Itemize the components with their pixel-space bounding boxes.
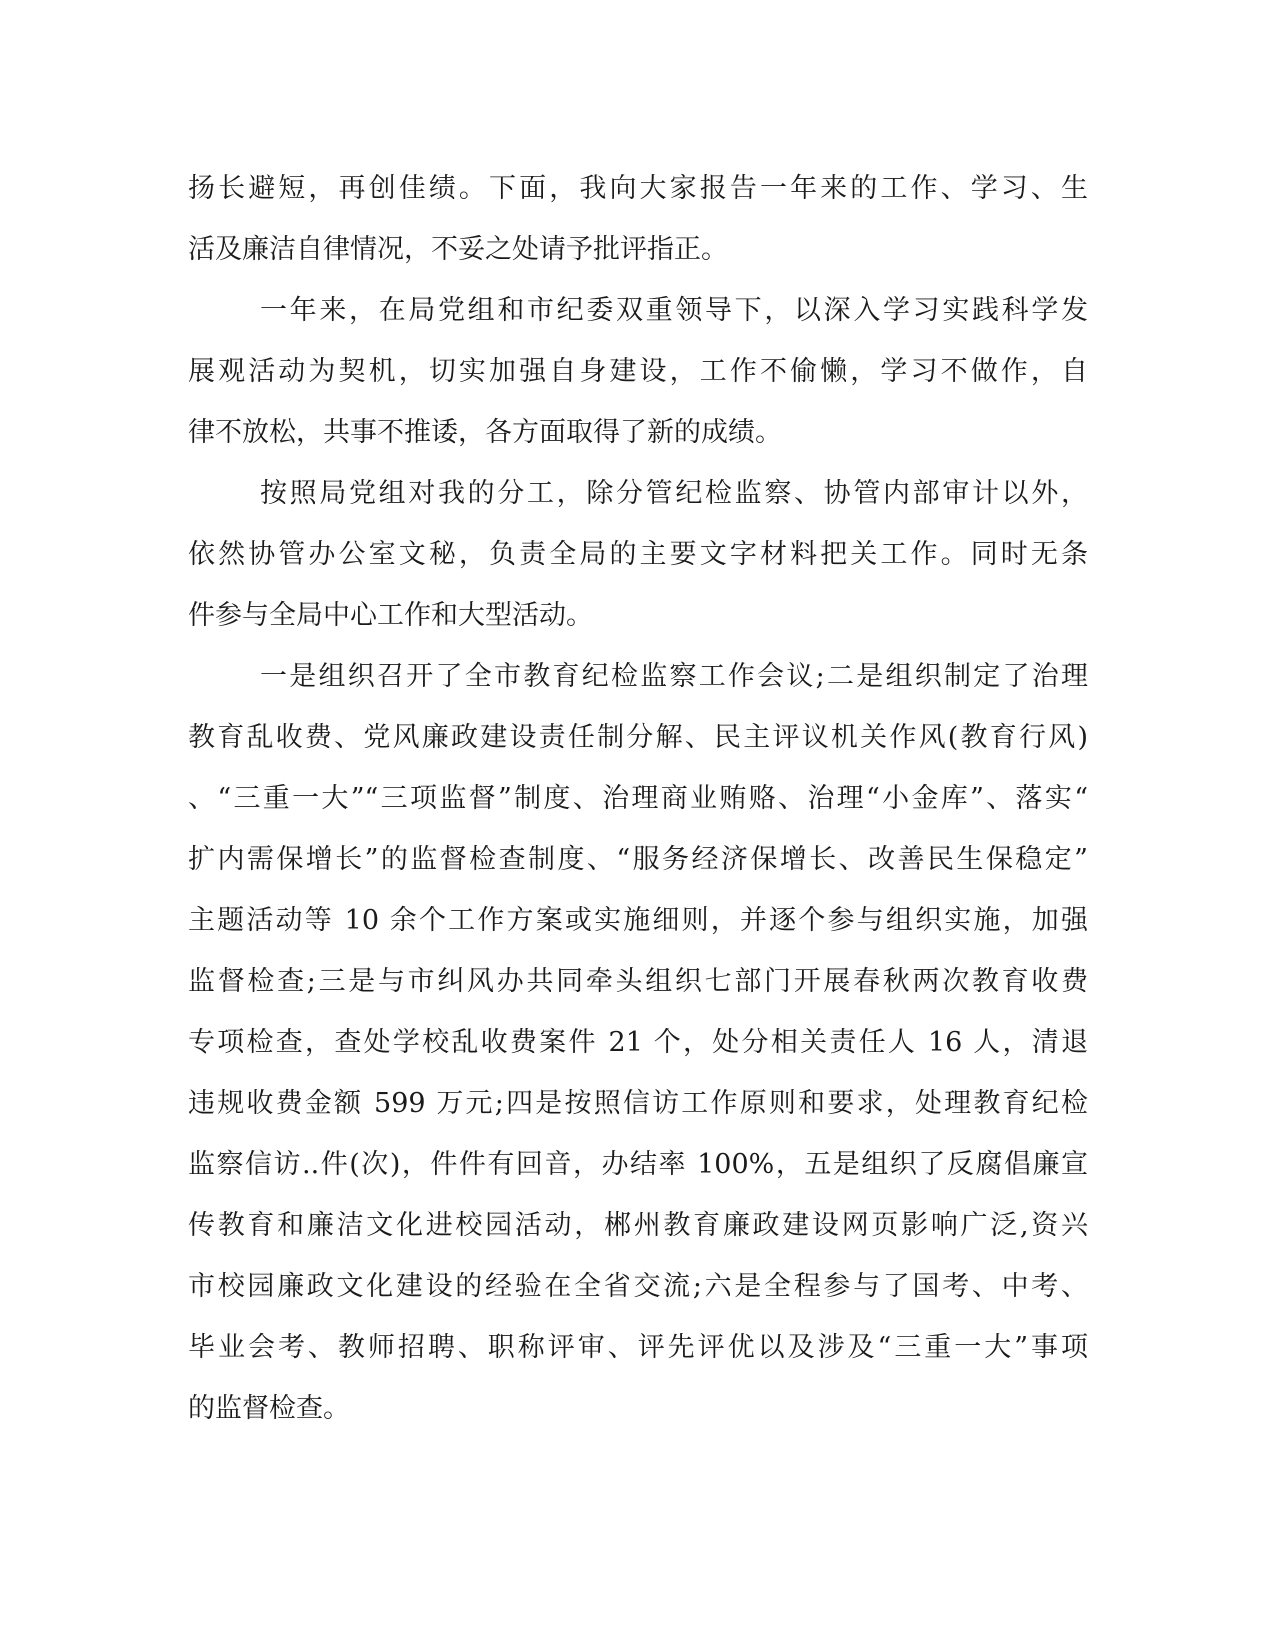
text-line: 律不放松，共事不推诿，各方面取得了新的成绩。 bbox=[188, 417, 782, 448]
text-line: 专项检查，查处学校乱收费案件 21 个，处分相关责任人 16 人，清退 bbox=[188, 1027, 1088, 1058]
text-line: 主题活动等 10 余个工作方案或实施细则，并逐个参与组织实施，加强 bbox=[188, 905, 1088, 936]
paragraph-4 bbox=[188, 646, 1088, 1439]
text-line: 展观活动为契机，切实加强自身建设，工作不偷懒，学习不做作，自 bbox=[188, 356, 1088, 387]
text-line: 扬长避短，再创佳绩。下面，我向大家报告一年来的工作、学习、生 bbox=[188, 173, 1088, 204]
text-line: 监察信访..件(次)，件件有回音，办结率 100%，五是组织了反腐倡廉宣 bbox=[188, 1149, 1088, 1180]
text-line: 的监督检查。 bbox=[188, 1393, 350, 1424]
text-line: 传教育和廉洁文化进校园活动，郴州教育廉政建设网页影响广泛,资兴 bbox=[188, 1210, 1088, 1241]
text-line: 活及廉洁自律情况，不妥之处请予批评指正。 bbox=[188, 234, 728, 265]
text-line: 、“三重一大”“三项监督”制度、治理商业贿赂、治理“小金库”、落实“ bbox=[188, 783, 1088, 814]
paragraph-3 bbox=[188, 463, 1088, 646]
text-line: 扩内需保增长”的监督检查制度、“服务经济保增长、改善民生保稳定” bbox=[188, 844, 1088, 875]
text-line: 市校园廉政文化建设的经验在全省交流;六是全程参与了国考、中考、 bbox=[188, 1271, 1088, 1302]
text-line: 教育乱收费、党风廉政建设责任制分解、民主评议机关作风(教育行风) bbox=[188, 722, 1088, 753]
text-line: 一是组织召开了全市教育纪检监察工作会议;二是组织制定了治理 bbox=[260, 661, 1088, 692]
document-body bbox=[188, 158, 1088, 1439]
paragraph-1 bbox=[188, 158, 1088, 280]
text-line: 按照局党组对我的分工，除分管纪检监察、协管内部审计以外， bbox=[260, 478, 1088, 509]
text-line: 件参与全局中心工作和大型活动。 bbox=[188, 600, 593, 631]
text-line: 违规收费金额 599 万元;四是按照信访工作原则和要求，处理教育纪检 bbox=[188, 1088, 1088, 1119]
text-line: 毕业会考、教师招聘、职称评审、评先评优以及涉及“三重一大”事项 bbox=[188, 1332, 1088, 1363]
text-line: 监督检查;三是与市纠风办共同牵头组织七部门开展春秋两次教育收费 bbox=[188, 966, 1088, 997]
text-line: 一年来，在局党组和市纪委双重领导下，以深入学习实践科学发 bbox=[260, 295, 1088, 326]
text-line: 依然协管办公室文秘，负责全局的主要文字材料把关工作。同时无条 bbox=[188, 539, 1088, 570]
paragraph-2 bbox=[188, 280, 1088, 463]
